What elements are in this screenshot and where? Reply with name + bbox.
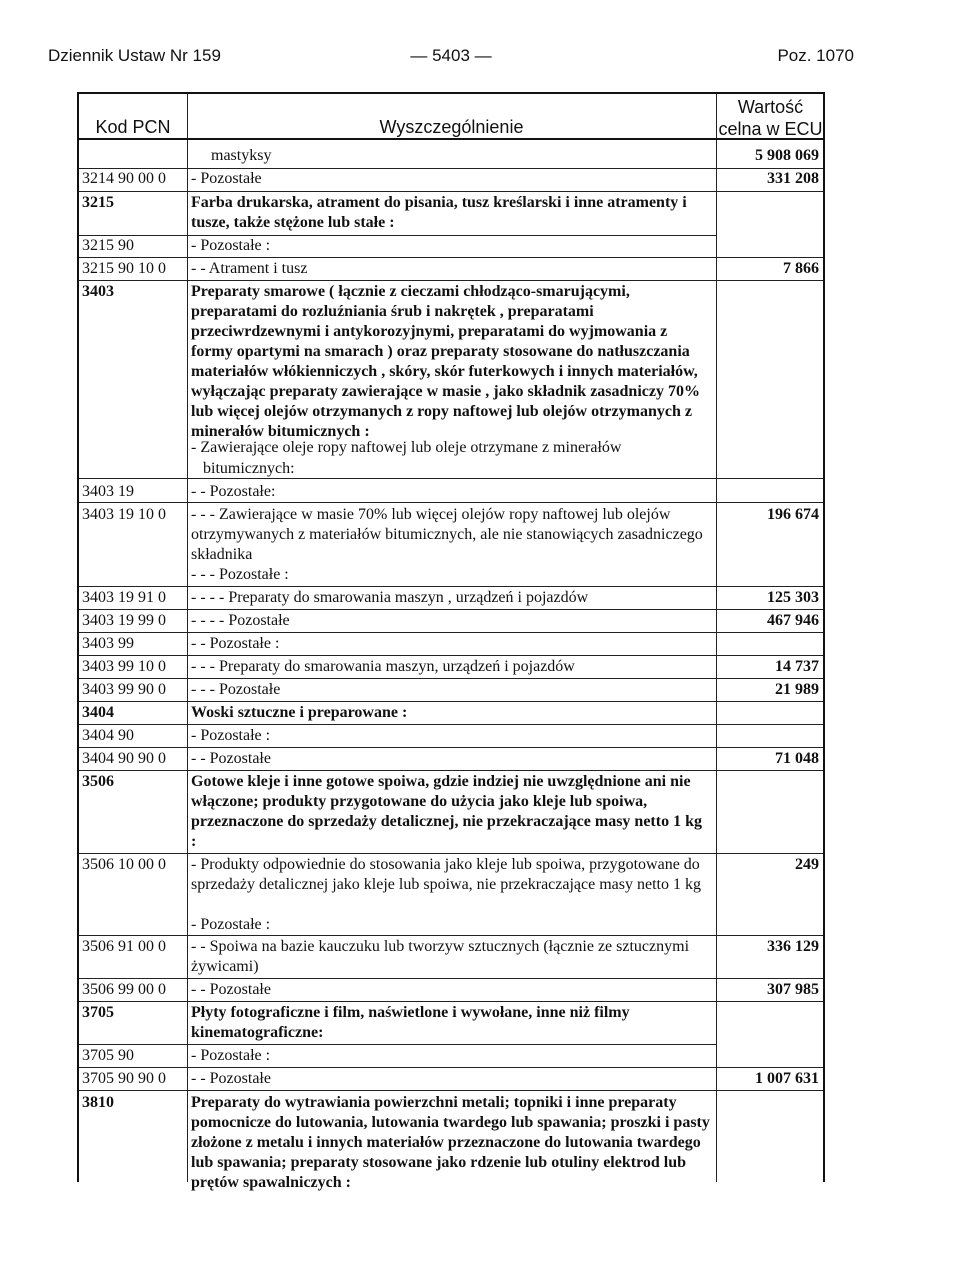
row-value: 249 <box>795 856 819 873</box>
row-code: 3403 99 90 0 <box>82 681 166 698</box>
row-value: 331 208 <box>767 170 819 187</box>
row-separator <box>79 478 823 479</box>
row-code: 3705 90 <box>82 1047 134 1064</box>
row-separator <box>79 935 823 936</box>
row-value: 7 866 <box>783 260 819 277</box>
row-code: 3810 <box>82 1094 114 1111</box>
row-description: Płyty fotograficzne i film, naświetlone i wywołane, inne niż filmy kinematograficzne: <box>191 1004 630 1041</box>
row-description: - - - - Preparaty do smarowania maszyn , urządzeń i pojazdów <box>191 589 589 606</box>
row-value: 336 129 <box>767 938 819 955</box>
row-description: - - Pozostałe: <box>191 483 276 500</box>
row-separator <box>79 586 823 587</box>
row-code: 3404 <box>82 704 114 721</box>
row-separator <box>79 747 823 748</box>
row-description: - - Pozostałe <box>191 1070 271 1087</box>
row-separator <box>79 191 823 192</box>
row-code: 3404 90 90 0 <box>82 750 166 767</box>
row-separator <box>79 1044 716 1045</box>
row-description: - Pozostałe : <box>191 727 271 744</box>
row-value: 125 303 <box>767 589 819 606</box>
row-separator <box>79 1090 823 1091</box>
row-description-continued: - - - Pozostałe : <box>191 566 289 583</box>
header-value-line1: Wartość <box>737 97 804 117</box>
position-number: Poz. 1070 <box>777 46 854 65</box>
row-value: 21 989 <box>775 681 819 698</box>
row-code: 3506 91 00 0 <box>82 938 166 955</box>
row-description: - - Atrament i tusz <box>191 260 308 277</box>
row-value: 5 908 069 <box>755 147 819 164</box>
row-separator <box>79 280 823 281</box>
row-description: - - Pozostałe : <box>191 635 280 652</box>
page-header <box>48 46 854 70</box>
row-code: 3215 90 <box>82 237 134 254</box>
row-code: 3215 <box>82 194 114 211</box>
row-code: 3403 99 <box>82 635 134 652</box>
row-description-continued: - Pozostałe : <box>191 916 271 933</box>
row-separator <box>79 257 823 258</box>
row-code: 3403 19 99 0 <box>82 612 166 629</box>
row-separator <box>79 724 823 725</box>
row-description: - - - Pozostałe <box>191 681 281 698</box>
row-code: 3403 <box>82 283 114 300</box>
row-code: 3705 90 90 0 <box>82 1070 166 1087</box>
row-separator <box>79 978 823 979</box>
row-separator <box>79 1001 823 1002</box>
header-value <box>716 96 825 140</box>
row-separator <box>79 853 823 854</box>
row-value: 14 737 <box>775 658 819 675</box>
row-code: 3403 19 <box>82 483 134 500</box>
row-description: Woski sztuczne i preparowane : <box>191 704 408 721</box>
row-description: - - - Preparaty do smarowania maszyn, urządzeń i pojazdów <box>191 658 575 675</box>
header-value-line2: celna w ECU <box>718 119 823 139</box>
row-description: - Pozostałe <box>191 170 262 187</box>
row-code: 3215 90 10 0 <box>82 260 166 277</box>
row-code: 3506 10 00 0 <box>82 856 166 873</box>
row-description: Gotowe kleje i inne gotowe spoiwa, gdzie indziej nie uwzględnione ani nie włączone; produkty przygotowane do użycia jako kleje lub spoiwa, przeznaczone do sprzedaży detalicznej, nie przekraczające masy netto 1 kg : <box>191 773 702 850</box>
row-value: 307 985 <box>767 981 819 998</box>
row-description: - Produkty odpowiednie do stosowania jako kleje lub spoiwa, przygotowane do sprzedaży detalicznej jako kleje lub spoiwa, nie przekraczające masy netto 1 kg <box>191 856 701 893</box>
row-description: - - Spoiwa na bazie kauczuku lub tworzyw sztucznych (łącznie ze sztucznymi żywicami) <box>191 938 690 975</box>
row-code: 3506 99 00 0 <box>82 981 166 998</box>
row-code: 3404 90 <box>82 727 134 744</box>
row-description: Farba drukarska, atrament do pisania, tusz kreślarski i inne atramenty i tusze, także stężone lub stałe : <box>191 194 687 231</box>
table-header <box>79 94 823 140</box>
row-description: Preparaty do wytrawiania powierzchni metali; topniki i inne preparaty pomocnicze do lutowania, lutowania twardego lub spawania; proszki i pasty złożone z metalu i innych materiałów przeznaczone do lutowania twardego lub spawania; preparaty stosowane jako rdzenie lub otuliny elektrod lub prętów spawalniczych : <box>191 1094 710 1191</box>
page-number: — 5403 — <box>410 46 492 65</box>
row-description: - - - Zawierające w masie 70% lub więcej olejów ropy naftowej lub olejów otrzymywanych z materiałów bitumicznych, ale nie stanowiących zasadniczego składnika <box>191 506 703 563</box>
row-separator <box>79 1067 823 1068</box>
row-description: - - Pozostałe <box>191 750 271 767</box>
row-separator <box>79 609 823 610</box>
row-value: 71 048 <box>775 750 819 767</box>
row-code: 3506 <box>82 773 114 790</box>
journal-title: Dziennik Ustaw Nr 159 <box>48 46 221 65</box>
header-description: Wyszczególnienie <box>379 117 524 137</box>
row-separator <box>79 502 823 503</box>
row-description: - - - - Pozostałe <box>191 612 290 629</box>
row-separator <box>79 655 823 656</box>
row-separator <box>79 632 823 633</box>
row-value: 1 007 631 <box>755 1070 819 1087</box>
row-code: 3403 19 91 0 <box>82 589 166 606</box>
tariff-table <box>77 92 825 1191</box>
row-value: 467 946 <box>767 612 819 629</box>
row-description: mastyksy <box>211 147 272 164</box>
row-description: - Zawierające oleje ropy naftowej lub oleje otrzymane z minerałów <box>191 439 622 456</box>
row-description: - Pozostałe : <box>191 1047 271 1064</box>
row-code: 3705 <box>82 1004 114 1021</box>
row-separator <box>79 678 823 679</box>
row-code: 3403 99 10 0 <box>82 658 166 675</box>
row-description: Preparaty smarowe ( łącznie z cieczami chłodząco-smarującymi, preparatami do rozluźniania śrub i nakrętek , preparatami przeciwrdzewnymi i antykorozyjnymi, preparatami do wyjmowania z formy opartymi na smarach ) oraz preparaty stosowane do natłuszczania materiałów włókienniczych , skóry, skór futerkowych i innych materiałów, wyłączając preparaty zawierające w masie , jako składnik zasadniczy 70% lub więcej olejów otrzymanych z ropy naftowej lub olejów otrzymanych z minerałów bitumicznych : <box>191 283 700 440</box>
row-code: 3214 90 00 0 <box>82 170 166 187</box>
row-separator <box>79 770 823 771</box>
row-description: - - Pozostałe <box>191 981 271 998</box>
row-separator <box>79 701 823 702</box>
row-value: 196 674 <box>767 506 819 523</box>
row-description: - Pozostałe : <box>191 237 271 254</box>
row-description-continued: bitumicznych: <box>203 460 295 477</box>
row-code: 3403 19 10 0 <box>82 506 166 523</box>
header-code: Kod PCN <box>95 117 171 137</box>
